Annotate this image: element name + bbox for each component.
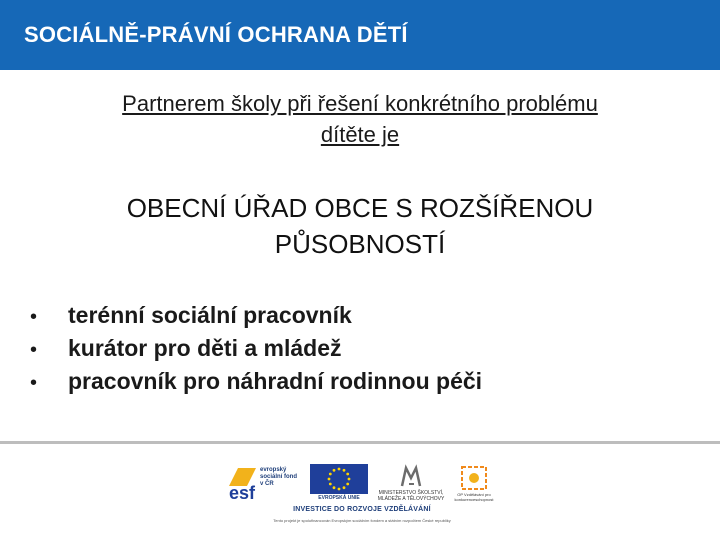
eu-logo bbox=[306, 464, 372, 502]
msmt-text: MINISTERSTVO ŠKOLSTVÍ, MLÁDEŽE A TĚLOVÝCHOVY bbox=[377, 490, 445, 502]
op-emblem-icon bbox=[450, 464, 498, 492]
list-item bbox=[30, 333, 482, 366]
list-item bbox=[30, 300, 482, 333]
bullet-icon: • bbox=[30, 339, 38, 361]
investment-slogan: INVESTICE DO ROZVOJE VZDĚLÁVÁNÍ bbox=[293, 506, 431, 513]
subtitle-line-2: dítěte je bbox=[320, 122, 400, 147]
msmt-logo bbox=[376, 464, 446, 502]
subtitle bbox=[40, 88, 680, 150]
header-bar bbox=[0, 0, 720, 70]
op-logo bbox=[450, 464, 498, 502]
eu-stars-icon bbox=[310, 464, 368, 494]
main-heading bbox=[30, 190, 690, 262]
eu-text: EVROPSKÁ UNIE bbox=[318, 495, 360, 501]
eu-flag-icon bbox=[310, 464, 368, 494]
subtitle-line-1: Partnerem školy při řešení konkrétního problému bbox=[122, 91, 598, 116]
msmt-emblem-icon bbox=[376, 464, 446, 490]
logo-row bbox=[226, 462, 498, 504]
funding-footnote: Tento projekt je spolufinancován Evropským sociálním fondem a státním rozpočtem České republiky bbox=[273, 518, 451, 523]
esf-text: evropský sociální fond v ČR bbox=[260, 467, 298, 487]
list-item-text: terénní sociální pracovník bbox=[68, 302, 352, 328]
funding-logos bbox=[226, 462, 498, 528]
esf-logo bbox=[226, 464, 300, 502]
svg-text:esf: esf bbox=[229, 483, 256, 502]
list-item-text: kurátor pro děti a mládež bbox=[68, 335, 342, 361]
page-title: SOCIÁLNĚ-PRÁVNÍ OCHRANA DĚTÍ bbox=[24, 22, 408, 47]
list-item bbox=[30, 366, 482, 399]
main-heading-line-1: OBECNÍ ÚŘAD OBCE S ROZŠÍŘENOU bbox=[126, 193, 594, 223]
bullet-icon: • bbox=[30, 306, 38, 328]
op-text: OP Vzdělávání pro konkurenceschopnost bbox=[454, 492, 494, 502]
footer-divider bbox=[0, 441, 720, 444]
list-item-text: pracovník pro náhradní rodinnou péči bbox=[68, 368, 483, 394]
bullet-list bbox=[30, 300, 482, 399]
bullet-icon: • bbox=[30, 372, 38, 394]
main-heading-line-2: PŮSOBNOSTÍ bbox=[274, 229, 446, 259]
